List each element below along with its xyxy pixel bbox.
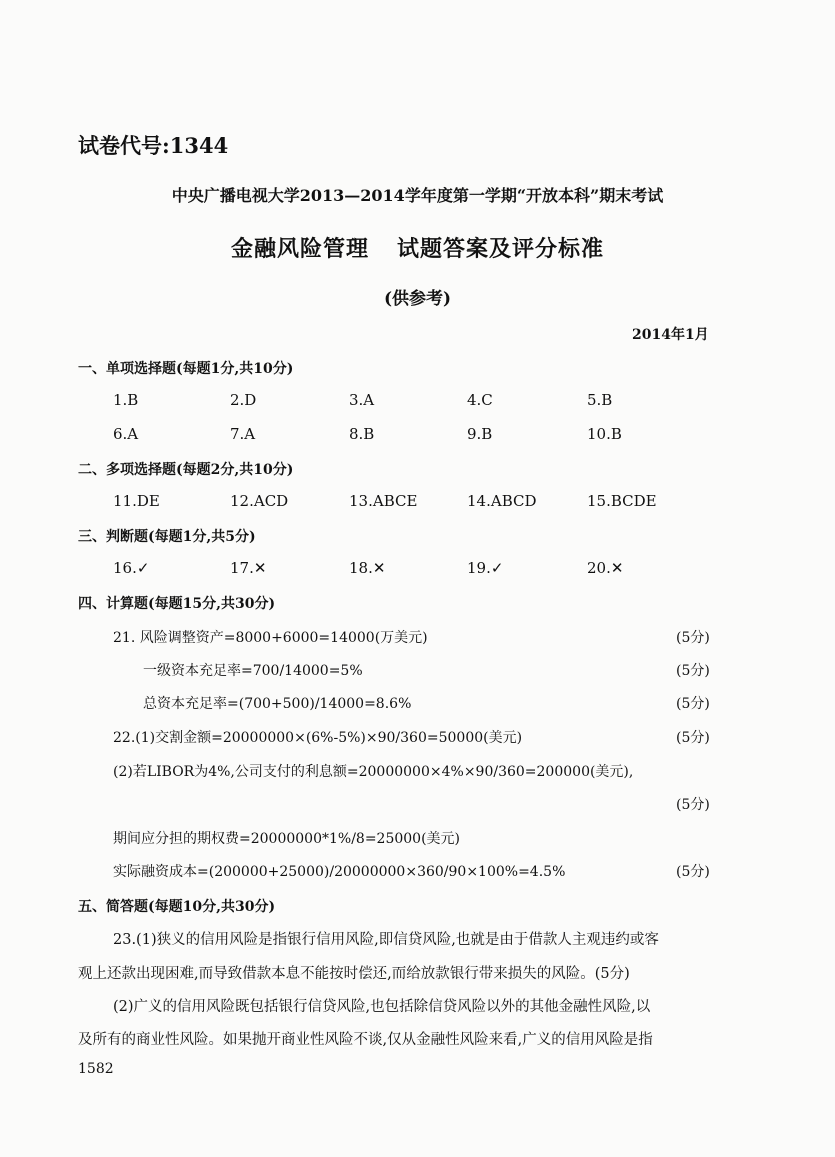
answer-item: 5.B bbox=[587, 391, 613, 409]
answer-item: 7.A bbox=[230, 425, 256, 443]
answer-item: 6.A bbox=[113, 425, 139, 443]
score-points: (5分) bbox=[676, 696, 710, 712]
calc-line: (2)若LIBOR为4%,公司支付的利息额=20000000×4%×90/360=200000(美元), bbox=[113, 764, 634, 780]
section-heading-multi-choice: 二、多项选择题(每题2分,共10分) bbox=[78, 462, 294, 478]
answer-item: 9.B bbox=[467, 425, 493, 443]
calc-line: 21. 风险调整资产=8000+6000=14000(万美元) bbox=[113, 630, 428, 646]
subject-name: 金融风险管理 bbox=[230, 236, 369, 262]
exam-title: 中央广播电视大学2013—2014学年度第一学期“开放本科”期末考试 bbox=[171, 186, 664, 205]
answer-item: 4.C bbox=[467, 391, 493, 409]
calc-line: 实际融资成本=(200000+25000)/20000000×360/90×100%=4.5% bbox=[113, 864, 566, 880]
page-number: 1582 bbox=[78, 1061, 114, 1077]
exam-date: 2014年1月 bbox=[632, 327, 709, 343]
answer-item: 17.✕ bbox=[230, 559, 267, 577]
subject-tail: 试题答案及评分标准 bbox=[397, 236, 605, 262]
answer-item: 18.✕ bbox=[349, 559, 386, 577]
calc-line: 一级资本充足率=700/14000=5% bbox=[143, 663, 363, 679]
answer-item: 12.ACD bbox=[230, 492, 289, 510]
calc-line: 总资本充足率=(700+500)/14000=8.6% bbox=[143, 696, 412, 712]
reference-note: (供参考) bbox=[383, 289, 452, 309]
section-heading-calculation: 四、计算题(每题15分,共30分) bbox=[78, 596, 276, 612]
score-points: (5分) bbox=[676, 630, 710, 646]
answer-item: 2.D bbox=[230, 391, 257, 409]
answer-item: 16.✓ bbox=[113, 559, 150, 577]
section-heading-single-choice: 一、单项选择题(每题1分,共10分) bbox=[78, 361, 294, 377]
section-heading-true-false: 三、判断题(每题1分,共5分) bbox=[78, 529, 256, 545]
score-points: (5分) bbox=[676, 797, 710, 813]
answer-item: 13.ABCE bbox=[349, 492, 418, 510]
paper-code: 试卷代号:1344 bbox=[78, 133, 229, 158]
paragraph-line: 23.(1)狭义的信用风险是指银行信用风险,即信贷风险,也就是由于借款人主观违约或客 bbox=[113, 932, 659, 948]
subject-title bbox=[0, 232, 835, 263]
answer-item: 8.B bbox=[349, 425, 375, 443]
calc-line: 期间应分担的期权费=20000000*1%/8=25000(美元) bbox=[113, 831, 461, 847]
answer-item: 19.✓ bbox=[467, 559, 504, 577]
answer-item: 3.A bbox=[349, 391, 375, 409]
answer-item: 1.B bbox=[113, 391, 139, 409]
score-points: (5分) bbox=[676, 864, 710, 880]
score-points: (5分) bbox=[676, 730, 710, 746]
paragraph-line: 及所有的商业性风险。如果抛开商业性风险不谈,仅从金融性风险来看,广义的信用风险是指 bbox=[78, 1032, 653, 1048]
answer-item: 10.B bbox=[587, 425, 622, 443]
calc-line: 22.(1)交割金额=20000000×(6%-5%)×90/360=50000(美元) bbox=[113, 730, 523, 746]
answer-item: 20.✕ bbox=[587, 559, 624, 577]
section-heading-short-answer: 五、简答题(每题10分,共30分) bbox=[78, 899, 276, 915]
paragraph-line: 观上还款出现困难,而导致借款本息不能按时偿还,而给放款银行带来损失的风险。(5分) bbox=[78, 966, 630, 982]
paragraph-line: (2)广义的信用风险既包括银行信贷风险,也包括除信贷风险以外的其他金融性风险,以 bbox=[113, 999, 651, 1015]
answer-item: 11.DE bbox=[113, 492, 160, 510]
answer-item: 14.ABCD bbox=[467, 492, 537, 510]
score-points: (5分) bbox=[676, 663, 710, 679]
answer-item: 15.BCDE bbox=[587, 492, 657, 510]
